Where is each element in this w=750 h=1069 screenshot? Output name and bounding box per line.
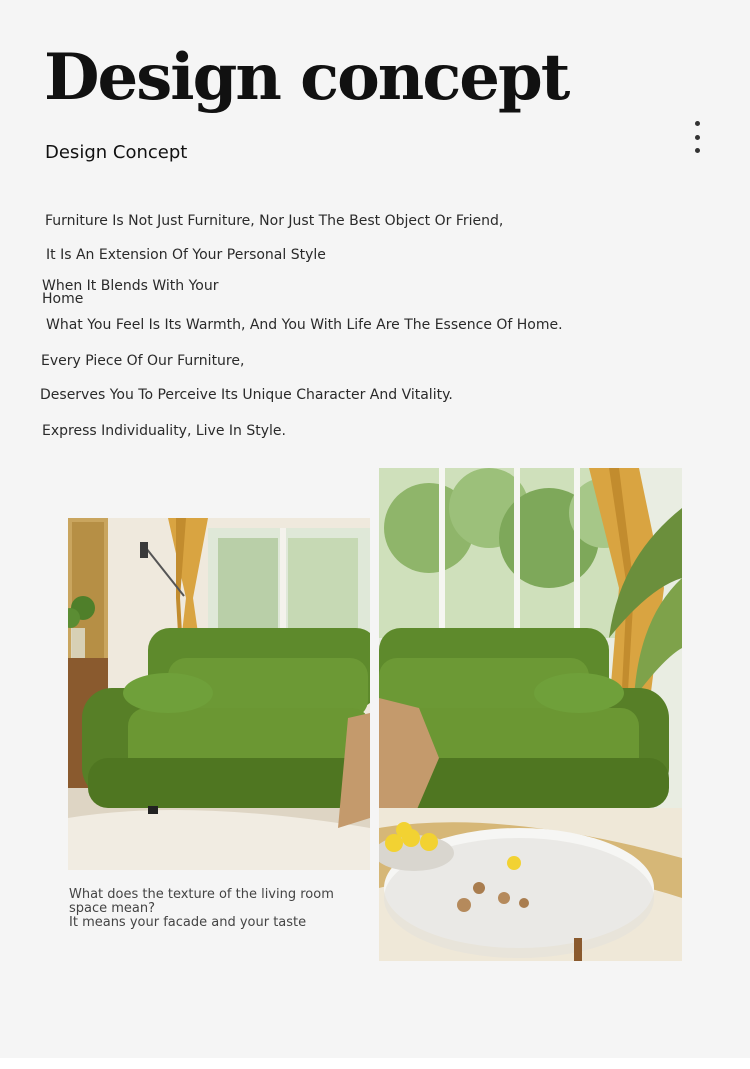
body-line: When It Blends With Your: [42, 278, 219, 294]
sofa-photo-left: [68, 518, 370, 870]
page-subtitle: Design Concept: [45, 142, 188, 163]
photo-caption: [69, 888, 359, 930]
caption-line: What does the texture of the living room: [69, 887, 334, 902]
page-title: Design concept: [44, 40, 569, 115]
bottom-divider: [0, 1058, 750, 1069]
body-line: It Is An Extension Of Your Personal Style: [46, 247, 326, 263]
body-line: Deserves You To Perceive Its Unique Character And Vitality.: [40, 387, 453, 403]
body-line: Every Piece Of Our Furniture,: [41, 353, 245, 369]
more-options-icon[interactable]: [690, 121, 704, 153]
body-line: Home: [42, 291, 84, 307]
body-line: Express Individuality, Live In Style.: [42, 423, 286, 439]
sofa-photo-right: [379, 468, 682, 961]
caption-line: It means your facade and your taste: [69, 915, 307, 930]
body-line: What You Feel Is Its Warmth, And You With Life Are The Essence Of Home.: [46, 317, 563, 333]
caption-line: space mean?: [69, 901, 156, 916]
body-line: Furniture Is Not Just Furniture, Nor Just The Best Object Or Friend,: [45, 213, 504, 229]
